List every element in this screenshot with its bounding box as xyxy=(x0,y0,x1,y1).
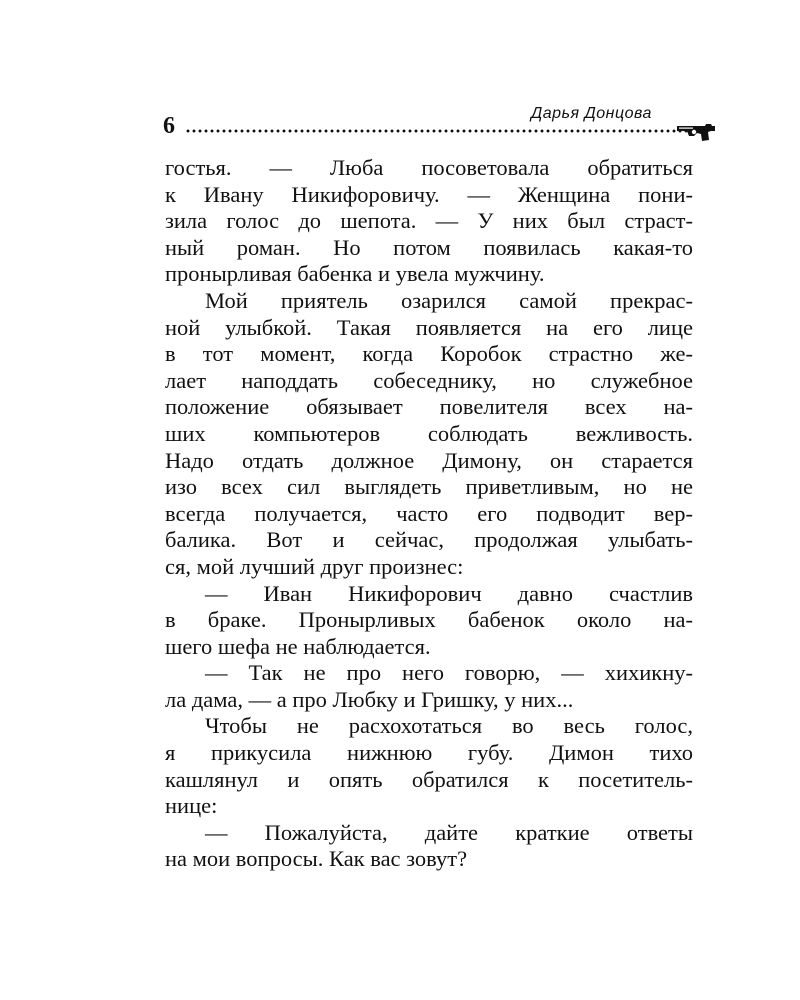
text-line: всегда получается, часто его подводит вер- xyxy=(165,500,693,526)
header-author: Дарья Донцова xyxy=(531,105,652,122)
text-line: лает наподдать собеседнику, но служебное xyxy=(165,367,693,393)
page-number: 6 xyxy=(163,113,175,139)
text-line: Чтобы не расхохотаться во весь голос, xyxy=(205,713,693,739)
text-line: зила голос до шепота. — У них был страст- xyxy=(165,208,693,234)
text-line: в браке. Пронырливых бабенок около на- xyxy=(165,607,693,633)
text-line: ный роман. Но потом появилась какая-то xyxy=(165,234,693,260)
header-dotted-leader xyxy=(185,129,690,133)
text-line: гостья. — Люба посоветовала обратиться xyxy=(165,155,693,180)
text-line: Мой приятель озарился самой прекрас- xyxy=(205,287,693,313)
text-line: кашлянул и опять обратился к посетитель- xyxy=(165,766,693,792)
text-line: нице: xyxy=(165,793,218,819)
running-header xyxy=(163,104,723,144)
text-line: положение обязывает повелителя всех на- xyxy=(165,394,693,420)
text-line: в тот момент, когда Коробок страстно же- xyxy=(165,341,693,367)
body-text xyxy=(165,155,693,873)
text-line: балика. Вот и сейчас, продолжая улыбать- xyxy=(165,527,693,553)
text-line: ших компьютеров соблюдать вежливость. xyxy=(165,420,693,446)
text-line: Надо отдать должное Димону, он старается xyxy=(165,447,693,473)
text-line: — Так не про него говорю, — хихикну- xyxy=(205,660,693,686)
text-line: к Ивану Никифоровичу. — Женщина пони- xyxy=(165,181,693,207)
text-line: ной улыбкой. Такая появляется на его лице xyxy=(165,314,693,340)
text-line: шего шефа не наблюдается. xyxy=(165,633,431,659)
text-line: — Иван Никифорович давно счастлив xyxy=(205,580,693,606)
revolver-icon xyxy=(675,120,723,142)
text-line: изо всех сил выглядеть приветливым, но не xyxy=(165,474,693,500)
text-line: пронырливая бабенка и увела мужчину. xyxy=(165,261,545,287)
text-line: ла дама, — а про Любку и Гришку, у них... xyxy=(165,686,574,712)
text-line: ся, мой лучший друг произнес: xyxy=(165,553,464,579)
text-line: — Пожалуйста, дайте краткие ответы xyxy=(205,819,693,845)
text-line: я прикусила нижнюю губу. Димон тихо xyxy=(165,740,693,766)
text-line: на мои вопросы. Как вас зовут? xyxy=(165,846,468,872)
